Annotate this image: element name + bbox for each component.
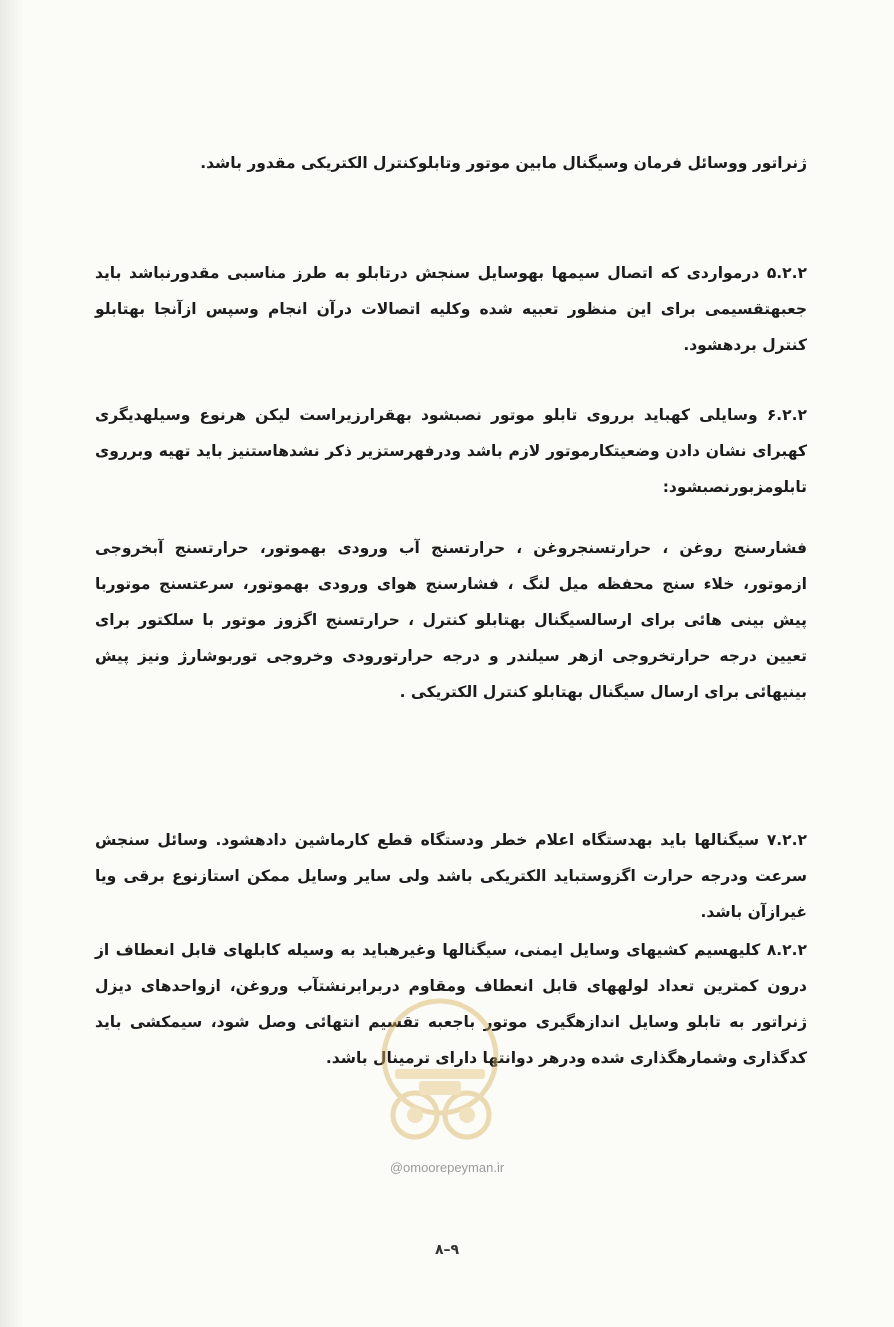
paragraph-7-2-2	[95, 822, 807, 930]
paragraph-intro	[95, 145, 807, 181]
paragraph-5-text: ۵.۲.۲ درمواردی که اتصال سیمها بهوسایل سنجش درتابلو به طرز مناسبی مقدورنباشد باید جعبهتقسیمی برای این منظور تعبیه شده وکلیه اتصالات درآن انجام وسپس ازآنجا بهتابلو کنترل بردهشود.	[95, 264, 807, 354]
instrument-list	[95, 530, 807, 710]
instrument-list-text: فشارسنج روغن ، حرارتسنجروغن ، حرارتسنج آب ورودی بهموتور، حرارتسنج آبخروجی ازموتور، خلاء سنج محفظه میل لنگ ، فشارسنج هوای ورودی بهموتور، سرعتسنج موتوربا پیش بینی هائی برای ارسالسیگنال بهتابلو کنترل ، حرارتسنج اگزوز موتور با سلکتور برای تعیین درجه حرارتخروجی ازهر سیلندر و درجه حرارتورودی وخروجی توربوشارژ ونیز پیش بینیهائی برای ارسال سیگنال بهتابلو کنترل الکتریکی .	[95, 539, 807, 701]
watermark-site: @omoorepeyman.ir	[389, 1160, 505, 1175]
paragraph-6-text: ۶.۲.۲ وسایلی کهباید برروی تابلو موتور نصبشود بهقرارزیراست لیکن هرنوع وسیلهدیگری کهبرای نشان دادن وضعیتکارموتور لازم باشد ودرفهرستزیر ذکر نشدهاستنیز باید تهیه وبرروی تابلومزبورنصبشود:	[95, 406, 807, 496]
watermark-logo	[355, 985, 525, 1155]
paragraph-8-text: ۸.۲.۲ کلیهسیم کشیهای وسایل ایمنی، سیگنالها وغیرهباید به وسیله کابلهای قابل انعطاف از درون کمترین تعداد لولههای قابل انعطاف ومقاوم دربرابرنشتآب وروغن، ازواحدهای دیزل ژنراتور به تابلو وسایل اندازهگیری موتور باجعبه تقسیم انتهائی وصل شود، سیمکشی باید کدگذاری وشمارهگذاری شده ودرهر دوانتها دارای ترمینال باشد.	[95, 941, 807, 1067]
page-edge	[0, 0, 24, 1327]
paragraph-7-text: ۷.۲.۲ سیگنالها باید بهدستگاه اعلام خطر ودستگاه قطع کارماشین دادهشود. وسائل سنجش سرعت ودرجه حرارت اگزوستباید الکتریکی باشد ولی سایر وسایل ممکن استازنوع برقی ویا غیرازآن باشد.	[95, 831, 807, 921]
paragraph-6-2-2	[95, 397, 807, 505]
page-number: ۸–۹	[434, 1242, 460, 1258]
paragraph-5-2-2	[95, 255, 807, 363]
paragraph-intro-text: ژنراتور ووسائل فرمان وسیگنال مابین موتور وتابلوکنترل الکتریکی مقدور باشد.	[200, 154, 807, 172]
